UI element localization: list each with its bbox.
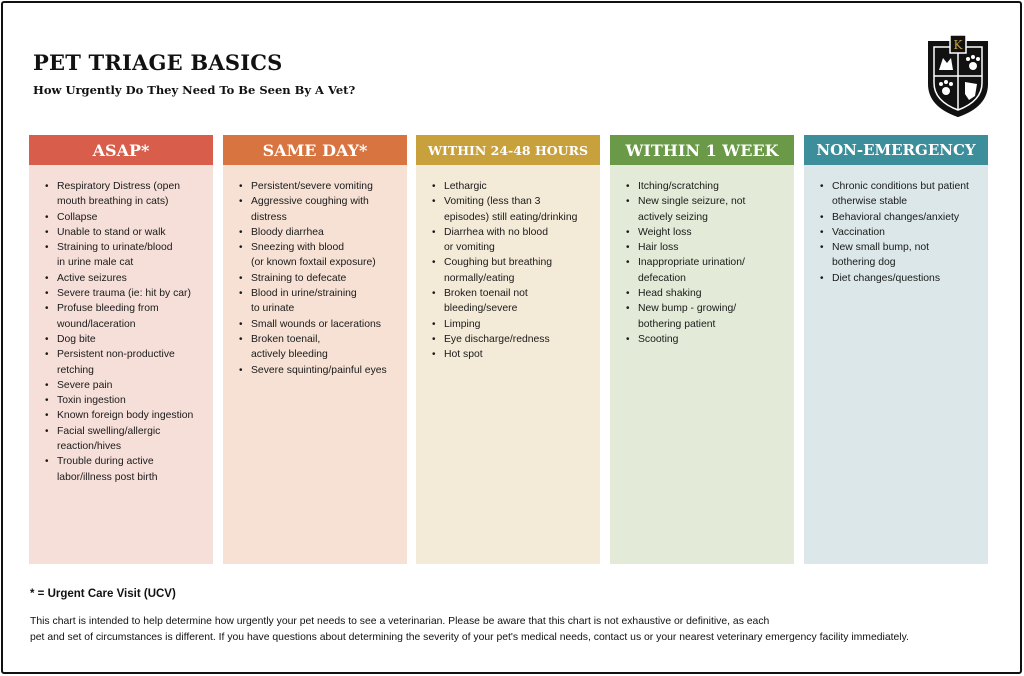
symptom-item: • Bloody diarrhea xyxy=(239,225,399,240)
page-title: PET TRIAGE BASICS xyxy=(33,50,283,75)
column-heading: WITHIN 1 WEEK xyxy=(610,135,794,165)
symptom-item: • Small wounds or lacerations xyxy=(239,317,399,332)
symptom-item: • Itching/scratching xyxy=(626,179,786,194)
symptom-item: • Chronic conditions but patient otherwise stable xyxy=(820,179,980,210)
disclaimer-line: This chart is intended to help determine how urgently your pet needs to see a veterinarian. Please be aware that this chart is not exhaustive or definitive, as each xyxy=(30,616,770,627)
symptom-item: • Scooting xyxy=(626,332,786,347)
column-same-day xyxy=(223,135,407,564)
symptom-item: • Weight loss xyxy=(626,225,786,240)
symptom-list xyxy=(45,179,205,485)
symptom-item: • Limping xyxy=(432,317,592,332)
symptom-list xyxy=(820,179,980,286)
symptom-item: • Severe trauma (ie: hit by car) xyxy=(45,286,205,301)
symptom-item: • Persistent/severe vomiting xyxy=(239,179,399,194)
symptom-item: • Persistent non-productive retching xyxy=(45,347,205,378)
symptom-item: • Coughing but breathing normally/eating xyxy=(432,255,592,286)
symptom-item: • Dog bite xyxy=(45,332,205,347)
column-within-1-week xyxy=(610,135,794,564)
symptom-item: • Straining to urinate/blood in urine male cat xyxy=(45,240,205,271)
symptom-item: • Vomiting (less than 3 episodes) still eating/drinking xyxy=(432,194,592,225)
symptom-item: • Diarrhea with no blood or vomiting xyxy=(432,225,592,256)
symptom-item: • Trouble during active labor/illness post birth xyxy=(45,454,205,485)
column-heading: SAME DAY* xyxy=(223,135,407,165)
symptom-item: • Hair loss xyxy=(626,240,786,255)
column-within-24-48-hours xyxy=(416,135,600,564)
symptom-list xyxy=(626,179,786,347)
column-asap xyxy=(29,135,213,564)
symptom-item: • Straining to defecate xyxy=(239,271,399,286)
symptom-item: • Respiratory Distress (open mouth breathing in cats) xyxy=(45,179,205,210)
symptom-item: • Broken toenail, actively bleeding xyxy=(239,332,399,363)
symptom-list xyxy=(239,179,399,378)
symptom-item: • Broken toenail not bleeding/severe xyxy=(432,286,592,317)
page-subtitle: How Urgently Do They Need To Be Seen By A Vet? xyxy=(33,83,356,97)
symptom-item: • Blood in urine/straining to urinate xyxy=(239,286,399,317)
column-heading: NON-EMERGENCY xyxy=(804,135,988,165)
symptom-item: • New small bump, not bothering dog xyxy=(820,240,980,271)
symptom-item: • Hot spot xyxy=(432,347,592,362)
logo-letter: K xyxy=(953,38,963,52)
symptom-item: • Vaccination xyxy=(820,225,980,240)
symptom-item: • Eye discharge/redness xyxy=(432,332,592,347)
symptom-item: • New single seizure, not actively seizing xyxy=(626,194,786,225)
disclaimer-line: pet and set of circumstances is different. If you have questions about determining the severity of your pet's medical needs, contact us or your nearest veterinary emergency facility immediately. xyxy=(30,632,909,643)
symptom-item: • Behavioral changes/anxiety xyxy=(820,210,980,225)
symptom-item: • Severe pain xyxy=(45,378,205,393)
symptom-item: • Profuse bleeding from wound/laceration xyxy=(45,301,205,332)
column-non-emergency xyxy=(804,135,988,564)
symptom-item: • Facial swelling/allergic reaction/hives xyxy=(45,424,205,455)
symptom-item: • Severe squinting/painful eyes xyxy=(239,363,399,378)
symptom-item: • Toxin ingestion xyxy=(45,393,205,408)
column-heading: ASAP* xyxy=(29,135,213,165)
paw-shield-crest-icon xyxy=(925,32,991,118)
symptom-item: • Sneezing with blood (or known foxtail exposure) xyxy=(239,240,399,271)
symptom-item: • Diet changes/questions xyxy=(820,271,980,286)
symptom-item: • Inappropriate urination/ defecation xyxy=(626,255,786,286)
column-heading: WITHIN 24-48 HOURS xyxy=(416,135,600,165)
symptom-item: • Head shaking xyxy=(626,286,786,301)
symptom-item: • Unable to stand or walk xyxy=(45,225,205,240)
disclaimer xyxy=(30,614,990,646)
symptom-item: • Known foreign body ingestion xyxy=(45,408,205,423)
symptom-item: • Collapse xyxy=(45,210,205,225)
ucv-note: * = Urgent Care Visit (UCV) xyxy=(30,588,176,600)
symptom-item: • New bump - growing/ bothering patient xyxy=(626,301,786,332)
symptom-item: • Active seizures xyxy=(45,271,205,286)
symptom-list xyxy=(432,179,592,363)
symptom-item: • Lethargic xyxy=(432,179,592,194)
symptom-item: • Aggressive coughing with distress xyxy=(239,194,399,225)
